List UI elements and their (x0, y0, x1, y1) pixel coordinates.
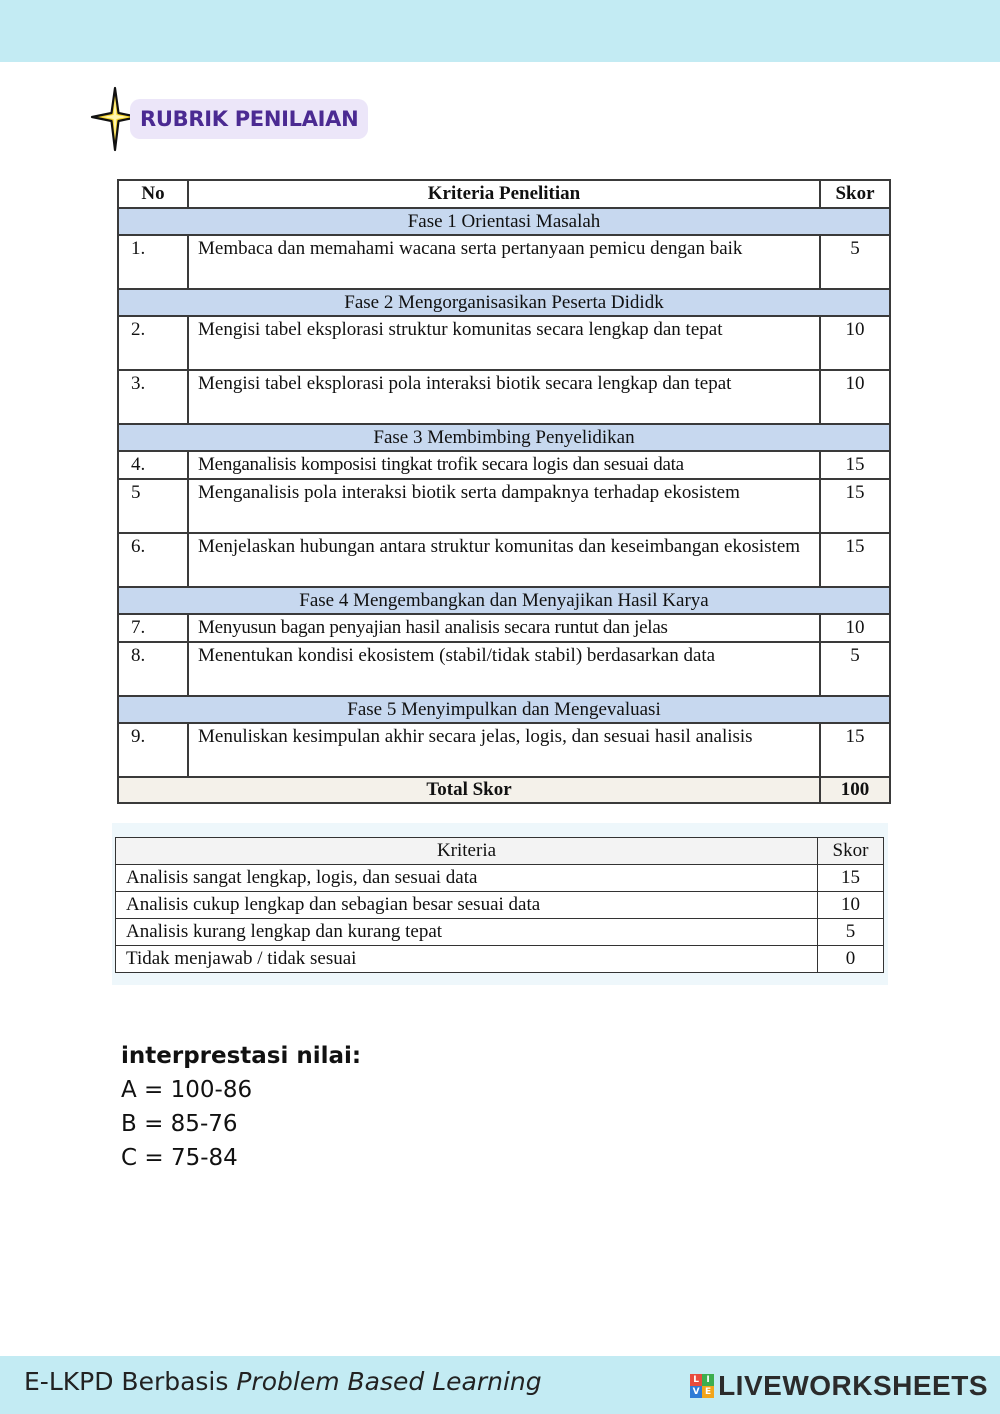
table-row (118, 642, 890, 696)
liveworksheets-logo-icon (690, 1374, 714, 1398)
row-no: 2. (118, 316, 188, 370)
criteria-table-panel (112, 823, 888, 985)
table-row (118, 479, 890, 533)
criteria-score-header: Skor (818, 838, 884, 865)
row-criteria: Mengisi tabel eksplorasi pola interaksi biotik secara lengkap dan tepat (188, 370, 820, 424)
logo-letter: I (702, 1374, 714, 1386)
table-row (116, 919, 884, 946)
row-score: 10 (820, 316, 890, 370)
header-band (0, 0, 1000, 62)
row-score: 5 (820, 235, 890, 289)
phase-row (118, 587, 890, 614)
criteria-text: Tidak menjawab / tidak sesuai (116, 946, 818, 973)
criteria-table (115, 837, 884, 973)
brand-name: LIVEWORKSHEETS (718, 1370, 988, 1401)
criteria-score: 10 (818, 892, 884, 919)
phase-title: Fase 3 Membimbing Penyelidikan (118, 424, 890, 451)
interpretation-line: B = 85-76 (121, 1111, 238, 1137)
phase-row (118, 208, 890, 235)
phase-title: Fase 2 Mengorganisasikan Peserta Dididk (118, 289, 890, 316)
criteria-header: Kriteria (116, 838, 818, 865)
row-score: 15 (820, 451, 890, 479)
logo-letter: E (702, 1386, 714, 1398)
table-row (116, 946, 884, 973)
row-criteria: Menyusun bagan penyajian hasil analisis secara runtut dan jelas (188, 614, 820, 642)
table-row (116, 892, 884, 919)
row-no: 9. (118, 723, 188, 777)
row-no: 3. (118, 370, 188, 424)
row-criteria: Menentukan kondisi ekosistem (stabil/tidak stabil) berdasarkan data (188, 642, 820, 696)
row-score: 10 (820, 370, 890, 424)
table-row (118, 370, 890, 424)
footer-prefix: E-LKPD Berbasis (24, 1367, 237, 1396)
criteria-score: 0 (818, 946, 884, 973)
criteria-score: 5 (818, 919, 884, 946)
row-score: 15 (820, 479, 890, 533)
table-row (118, 316, 890, 370)
rubric-badge (130, 99, 368, 139)
row-criteria: Menganalisis pola interaksi biotik serta dampaknya terhadap ekosistem (188, 479, 820, 533)
phase-title: Fase 5 Menyimpulkan dan Mengevaluasi (118, 696, 890, 723)
row-no: 7. (118, 614, 188, 642)
criteria-text: Analisis sangat lengkap, logis, dan sesuai data (116, 865, 818, 892)
criteria-text: Analisis cukup lengkap dan sebagian besar sesuai data (116, 892, 818, 919)
rubric-header-row (118, 180, 890, 208)
table-row (118, 451, 890, 479)
total-score: 100 (820, 777, 890, 803)
interpretation-title: interprestasi nilai: (121, 1043, 362, 1069)
logo-letter: L (690, 1374, 702, 1386)
row-score: 5 (820, 642, 890, 696)
table-row (118, 235, 890, 289)
footer-caption (24, 1366, 542, 1398)
row-no: 4. (118, 451, 188, 479)
footer-italic: Problem Based Learning (236, 1367, 542, 1396)
phase-title: Fase 4 Mengembangkan dan Menyajikan Hasil Karya (118, 587, 890, 614)
rubric-table (117, 179, 891, 804)
header-no: No (118, 180, 188, 208)
interpretation-line: A = 100-86 (121, 1077, 253, 1103)
row-criteria: Menganalisis komposisi tingkat trofik secara logis dan sesuai data (188, 451, 820, 479)
row-no: 6. (118, 533, 188, 587)
row-no: 8. (118, 642, 188, 696)
row-no: 1. (118, 235, 188, 289)
row-criteria: Menjelaskan hubungan antara struktur komunitas dan keseimbangan ekosistem (188, 533, 820, 587)
row-score: 15 (820, 723, 890, 777)
table-row (116, 865, 884, 892)
header-criteria: Kriteria Penelitian (188, 180, 820, 208)
criteria-text: Analisis kurang lengkap dan kurang tepat (116, 919, 818, 946)
row-criteria: Membaca dan memahami wacana serta pertanyaan pemicu dengan baik (188, 235, 820, 289)
rubric-badge-title: RUBRIK PENILAIAN (140, 107, 359, 131)
row-criteria: Mengisi tabel eksplorasi struktur komunitas secara lengkap dan tepat (188, 316, 820, 370)
total-label: Total Skor (118, 777, 820, 803)
criteria-header-row (116, 838, 884, 865)
total-row (118, 777, 890, 803)
liveworksheets-brand[interactable] (690, 1370, 988, 1402)
phase-row (118, 424, 890, 451)
criteria-score: 15 (818, 865, 884, 892)
table-row (118, 533, 890, 587)
row-no: 5 (118, 479, 188, 533)
phase-title: Fase 1 Orientasi Masalah (118, 208, 890, 235)
header-score: Skor (820, 180, 890, 208)
phase-row (118, 289, 890, 316)
score-interpretation (121, 1039, 361, 1175)
table-row (118, 723, 890, 777)
interpretation-line: C = 75-84 (121, 1145, 238, 1171)
phase-row (118, 696, 890, 723)
row-score: 10 (820, 614, 890, 642)
row-criteria: Menuliskan kesimpulan akhir secara jelas, logis, dan sesuai hasil analisis (188, 723, 820, 777)
table-row (118, 614, 890, 642)
row-score: 15 (820, 533, 890, 587)
logo-letter: V (690, 1386, 702, 1398)
